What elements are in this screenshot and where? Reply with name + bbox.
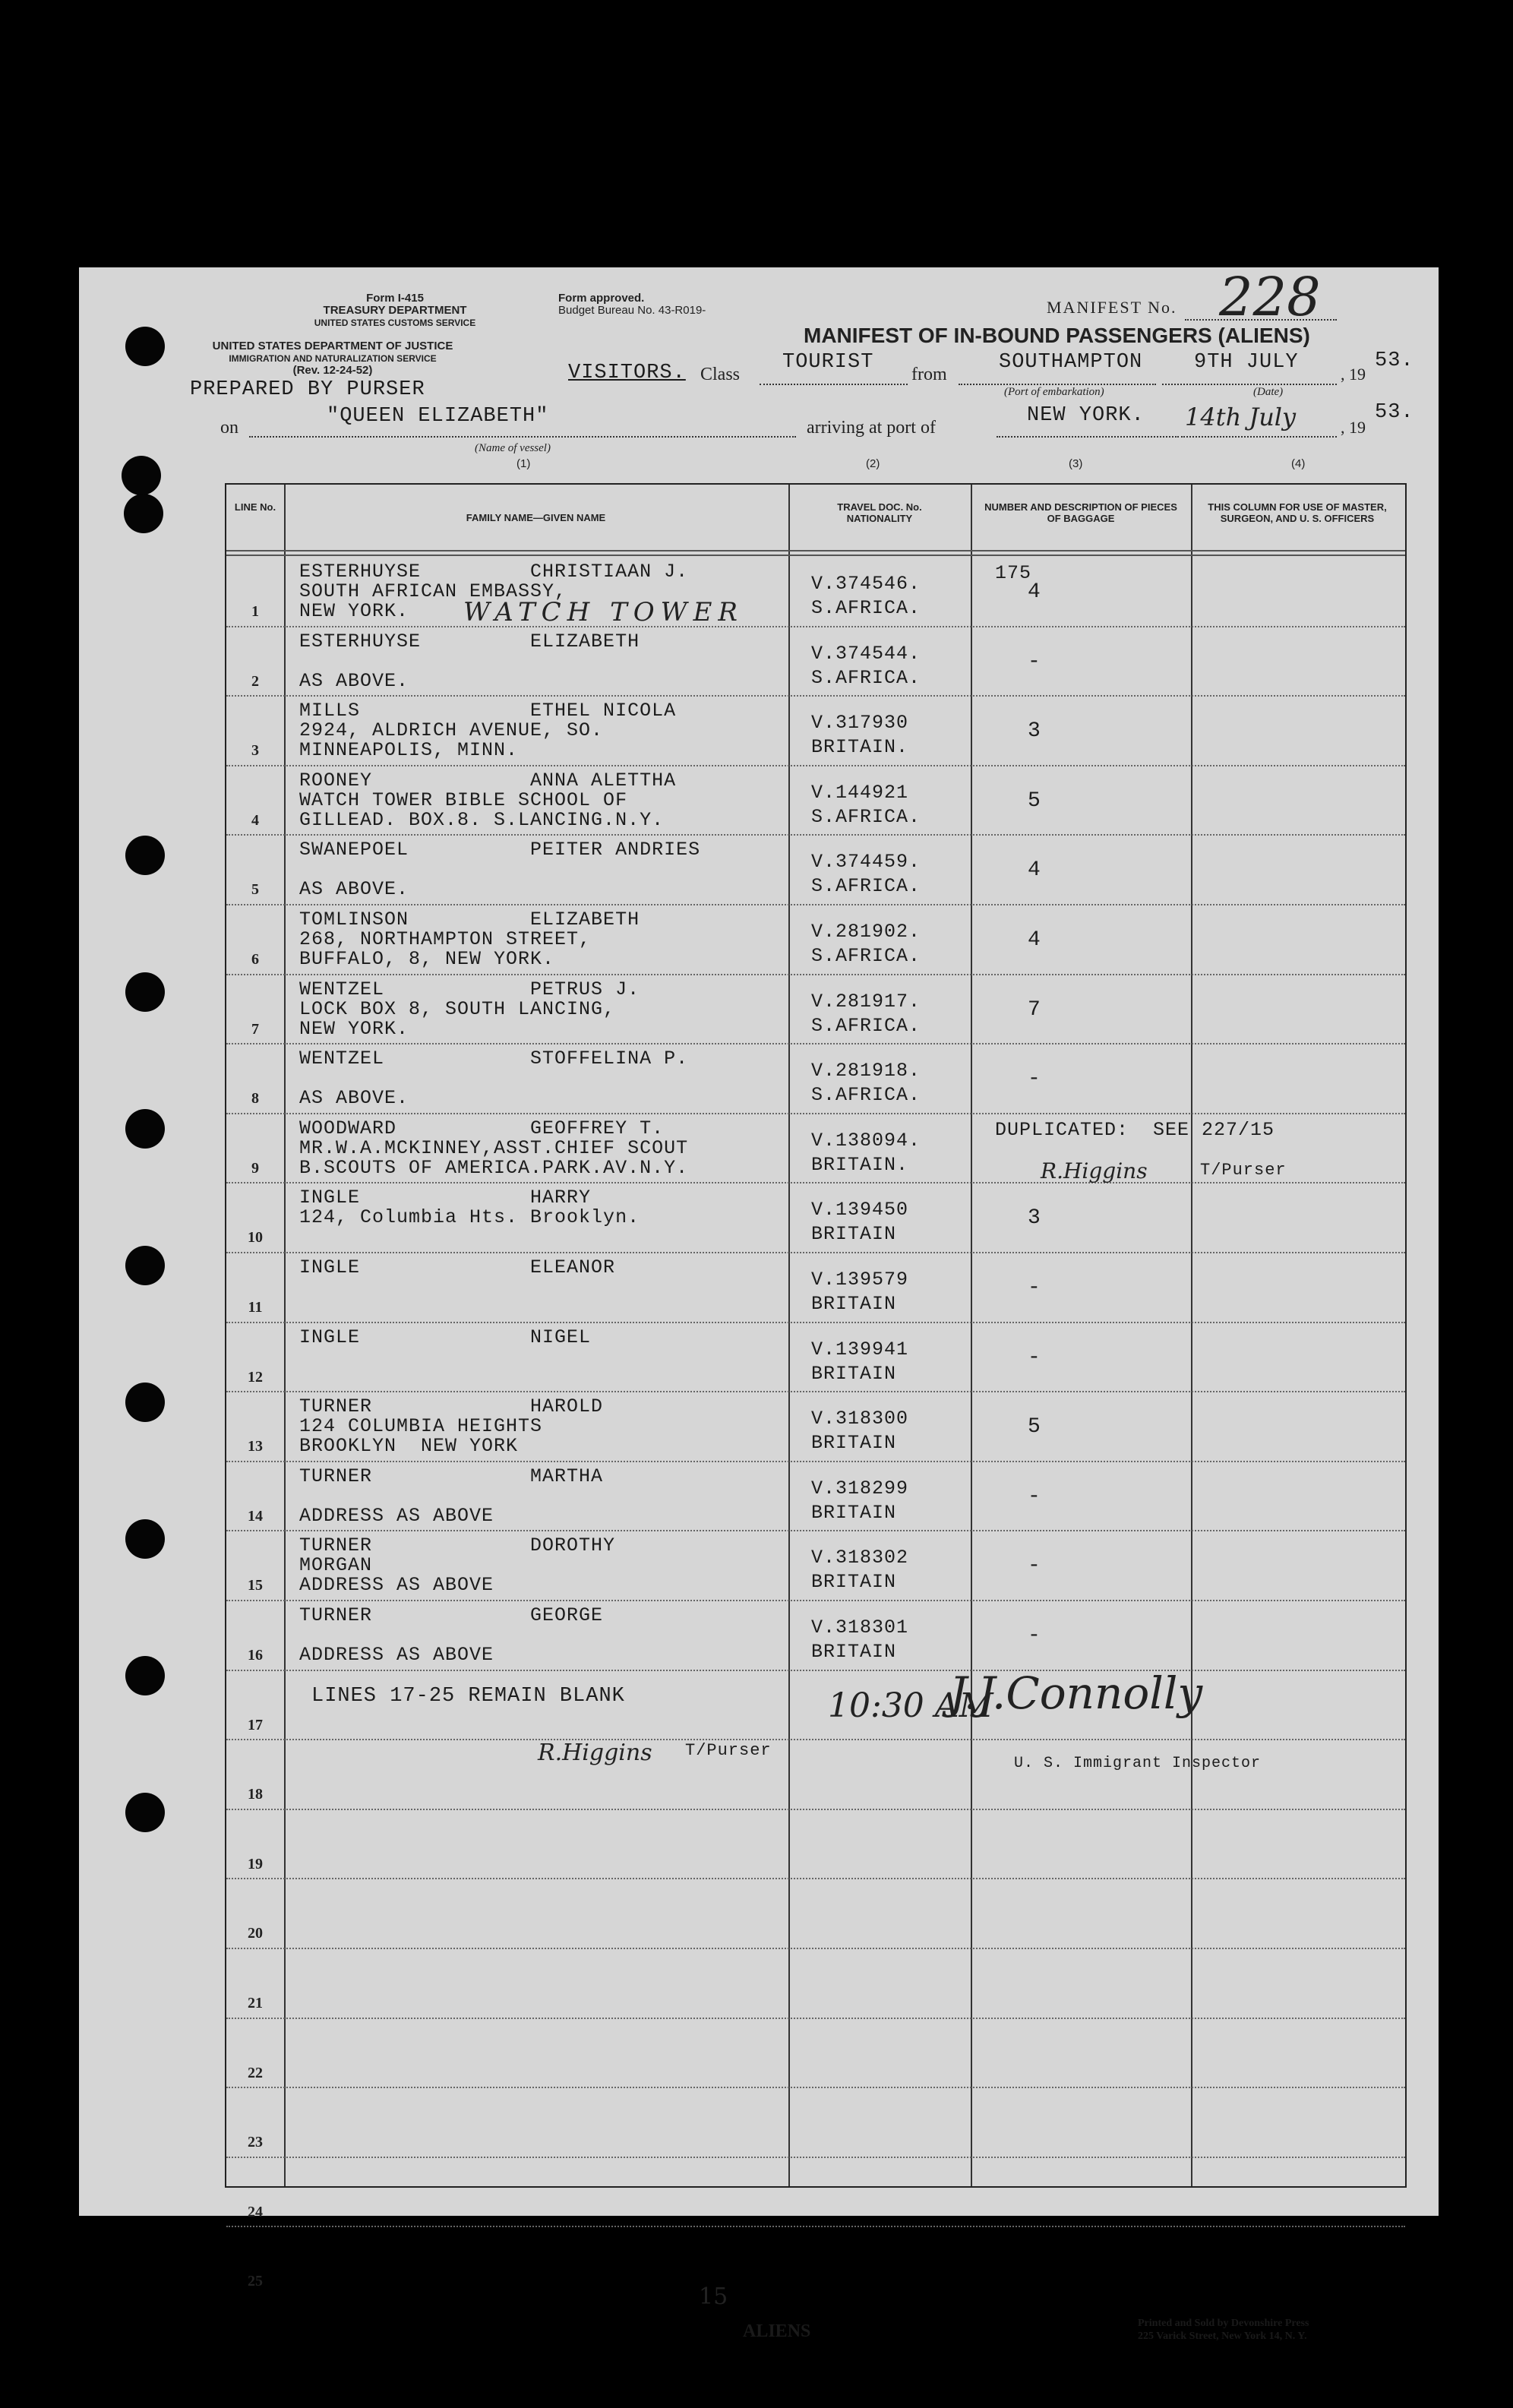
punch-hole: [125, 836, 165, 875]
arrival-date: 14th July: [1185, 403, 1297, 431]
travel-document: V.318302: [811, 1547, 909, 1569]
arrival-port-line: [997, 436, 1179, 438]
line-number: 9: [251, 1159, 259, 1177]
budget-bureau: Budget Bureau No. 43-R019-: [558, 304, 706, 317]
row-rule: [226, 695, 1405, 697]
nationality: BRITAIN: [811, 1432, 897, 1455]
baggage-count: -: [1028, 1276, 1041, 1300]
col-number-2: (2): [866, 457, 880, 470]
aliens-label: ALIENS: [743, 2321, 811, 2341]
passenger-address-line: AS ABOVE.: [299, 669, 409, 692]
form-number: Form I-415: [366, 292, 424, 305]
row-rule: [226, 2226, 1405, 2227]
manifest-number-label: MANIFEST No.: [1047, 298, 1177, 317]
passenger-name: INGLE HARRY: [299, 1187, 592, 1209]
row-rule: [226, 1182, 1405, 1183]
on-label: on: [220, 418, 238, 438]
baggage-count: 5: [1028, 788, 1041, 813]
nationality: S.AFRICA.: [811, 597, 921, 619]
arrival-year: 53.: [1375, 401, 1414, 424]
officer-note: DUPLICATED: SEE 227/15: [995, 1118, 1275, 1141]
header-baggage: NUMBER AND DESCRIPTION OF PIECES OF BAGGAGE: [984, 501, 1177, 524]
departure-date: 9TH JULY: [1194, 351, 1299, 374]
passenger-address-line: ADDRESS AS ABOVE: [299, 1504, 494, 1527]
punch-hole: [125, 1109, 165, 1149]
prepared-by: PREPARED BY PURSER: [190, 378, 425, 401]
baggage-count: -: [1028, 649, 1041, 674]
date-line: [1162, 384, 1337, 385]
row-rule: [226, 1322, 1405, 1323]
line-number: 19: [248, 1855, 263, 1872]
baggage-count: 4: [1028, 580, 1041, 604]
form-revision: (Rev. 12-24-52): [292, 364, 373, 377]
line-number: 24: [248, 2203, 263, 2220]
travel-document: V.281917.: [811, 990, 921, 1013]
nationality: BRITAIN: [811, 1362, 897, 1385]
passenger-address: MR.W.A.MCKINNEY,ASST.CHIEF SCOUT: [299, 1136, 689, 1159]
travel-document: V.374546.: [811, 573, 921, 595]
passenger-address-line: BROOKLYN NEW YORK: [299, 1435, 519, 1458]
passenger-name: WOODWARD GEOFFREY T.: [299, 1117, 665, 1139]
nationality: S.AFRICA.: [811, 1014, 921, 1037]
passenger-address-line: BUFFALO, 8, NEW YORK.: [299, 948, 555, 970]
row-rule: [226, 1878, 1405, 1879]
travel-document: V.318299: [811, 1477, 909, 1499]
line-number: 6: [251, 951, 259, 968]
manifest-title: MANIFEST OF IN-BOUND PASSENGERS (ALIENS): [804, 324, 1310, 347]
line-number: 21: [248, 1995, 263, 2011]
passenger-table: [225, 483, 1407, 2290]
line-number: 12: [248, 1368, 263, 1386]
line-number: 7: [251, 1020, 259, 1038]
passenger-name: INGLE ELEANOR: [299, 1256, 616, 1278]
punch-hole: [125, 1793, 165, 1832]
column-divider: [284, 485, 286, 2186]
row-rule: [226, 1461, 1405, 1462]
department-of-justice: UNITED STATES DEPARTMENT OF JUSTICE: [212, 340, 453, 352]
passenger-address: MORGAN: [299, 1554, 373, 1577]
baggage-count: 4: [1028, 858, 1041, 883]
nationality: S.AFRICA.: [811, 875, 921, 898]
travel-document: V.317930: [811, 712, 909, 735]
travel-document: V.138094.: [811, 1129, 921, 1152]
row-rule: [226, 974, 1405, 975]
inspector-title: U. S. Immigrant Inspector: [1014, 1755, 1262, 1772]
row-rule: [226, 1600, 1405, 1601]
treasury-department: TREASURY DEPARTMENT: [323, 304, 467, 317]
baggage-count: -: [1028, 1345, 1041, 1370]
port-line: [959, 384, 1156, 385]
row-rule: [226, 2087, 1405, 2088]
travel-document: V.281918.: [811, 1060, 921, 1082]
port-caption: (Port of embarkation): [1004, 386, 1104, 398]
class-value: TOURIST: [782, 351, 874, 374]
line-number: 5: [251, 881, 259, 899]
form-approved: Form approved.: [558, 292, 645, 305]
passenger-address-line: AS ABOVE.: [299, 1087, 409, 1110]
passenger-address: 2924, ALDRICH AVENUE, SO.: [299, 719, 604, 742]
baggage-count: 5: [1028, 1415, 1041, 1439]
row-rule: [226, 1043, 1405, 1044]
class-line: [760, 384, 908, 385]
row-rule: [226, 1809, 1405, 1810]
visitors-label: VISITORS.: [568, 362, 686, 384]
row-rule: [226, 904, 1405, 905]
passenger-name: TURNER MARTHA: [299, 1465, 604, 1487]
passenger-name: ROONEY ANNA ALETTHA: [299, 769, 677, 792]
nationality: BRITAIN.: [811, 1153, 909, 1176]
travel-document: V.318300: [811, 1408, 909, 1430]
row-rule: [226, 2157, 1405, 2158]
nationality: BRITAIN: [811, 1293, 897, 1315]
baggage-count: -: [1028, 1067, 1041, 1092]
line-number: 1: [251, 603, 259, 620]
row-rule: [226, 765, 1405, 766]
row-rule: [226, 1739, 1405, 1740]
nationality: S.AFRICA.: [811, 805, 921, 828]
column-divider: [1191, 485, 1192, 2186]
passenger-name: TOMLINSON ELIZABETH: [299, 909, 640, 931]
purser-signature: R.Higgins: [538, 1740, 652, 1766]
passenger-name: ESTERHUYSE CHRISTIAAN J.: [299, 561, 689, 583]
baggage-count: 3: [1028, 1206, 1041, 1231]
class-label: Class: [700, 365, 741, 384]
col-number-3: (3): [1069, 457, 1083, 470]
line-number: 17: [248, 1716, 263, 1733]
line-number: 13: [248, 1438, 263, 1455]
travel-document: V.374459.: [811, 851, 921, 874]
line-number: 11: [248, 1299, 263, 1316]
nationality: S.AFRICA.: [811, 666, 921, 689]
row-rule: [226, 626, 1405, 627]
line-number: 10: [248, 1229, 263, 1247]
manifest-number: 228: [1219, 266, 1321, 328]
justice-header: [173, 340, 492, 377]
line-number: 2: [251, 672, 259, 690]
header-rule: [226, 550, 1405, 551]
row-rule: [226, 834, 1405, 836]
year-prefix: , 19: [1341, 365, 1366, 384]
punch-hole: [125, 1656, 165, 1695]
line-number: 15: [248, 1577, 263, 1594]
passenger-address: SOUTH AFRICAN EMBASSY,: [299, 580, 567, 602]
from-label: from: [911, 365, 947, 384]
form-approval: [558, 292, 779, 317]
header-travel-doc: TRAVEL DOC. No. NATIONALITY: [837, 501, 922, 524]
vessel-line: [249, 436, 796, 438]
header-line-no: LINE No.: [234, 501, 276, 513]
passenger-address-line: AS ABOVE.: [299, 878, 409, 901]
row-rule: [226, 1948, 1405, 1949]
line-number: 23: [248, 2134, 263, 2151]
page-number: 15: [699, 2283, 728, 2310]
passenger-address-line: ADDRESS AS ABOVE: [299, 1644, 494, 1666]
nationality: S.AFRICA.: [811, 945, 921, 967]
passenger-address-line: GILLEAD. BOX.8. S.LANCING.N.Y.: [299, 808, 665, 831]
purser-signature-duplicate: R.Higgins: [1041, 1158, 1148, 1183]
passenger-name: TURNER HAROLD: [299, 1395, 604, 1418]
port-of-embarkation: SOUTHAMPTON: [999, 351, 1143, 374]
passenger-address: WATCH TOWER BIBLE SCHOOL OF: [299, 788, 628, 811]
passenger-address-line: ADDRESS AS ABOVE: [299, 1574, 494, 1597]
baggage-count: 7: [1028, 997, 1041, 1022]
ins-service: IMMIGRATION AND NATURALIZATION SERVICE: [229, 353, 437, 364]
passenger-address-line: NEW YORK.: [299, 600, 409, 622]
passenger-name: SWANEPOEL PEITER ANDRIES: [299, 839, 701, 861]
departure-year: 53.: [1375, 349, 1414, 372]
passenger-name: INGLE NIGEL: [299, 1326, 592, 1348]
line-number: 3: [251, 742, 259, 760]
row-rule: [226, 1530, 1405, 1531]
nationality: BRITAIN: [811, 1641, 897, 1663]
passenger-address-line: B.SCOUTS OF AMERICA.PARK.AV.N.Y.: [299, 1156, 689, 1179]
travel-document: V.144921: [811, 781, 909, 804]
passenger-address: 268, NORTHAMPTON STREET,: [299, 928, 592, 950]
passenger-name: TURNER DOROTHY: [299, 1534, 616, 1557]
nationality: BRITAIN: [811, 1223, 897, 1246]
col-number-4: (4): [1291, 457, 1306, 470]
passenger-address: LOCK BOX 8, SOUTH LANCING,: [299, 997, 616, 1020]
line-number: 18: [248, 1786, 263, 1803]
line-number: 16: [248, 1647, 263, 1664]
officer-note: 175: [995, 562, 1032, 584]
manifest-number-line: [1185, 319, 1337, 321]
header-name: FAMILY NAME—GIVEN NAME: [466, 512, 606, 523]
nationality: S.AFRICA.: [811, 1084, 921, 1107]
passenger-name: TURNER GEORGE: [299, 1604, 604, 1626]
travel-document: V.281902.: [811, 921, 921, 943]
punch-hole: [125, 1519, 165, 1559]
passenger-address: 124, Columbia Hts. Brooklyn.: [299, 1206, 640, 1229]
row-rule: [226, 2018, 1405, 2019]
passenger-name: WENTZEL STOFFELINA P.: [299, 1048, 689, 1070]
arrival-year-prefix: , 19: [1341, 418, 1366, 437]
punch-hole: [125, 1246, 165, 1285]
travel-document: V.139941: [811, 1338, 909, 1360]
travel-document: V.318301: [811, 1616, 909, 1639]
passenger-name: MILLS ETHEL NICOLA: [299, 700, 677, 722]
arriving-label: arriving at port of: [807, 418, 936, 438]
nationality: BRITAIN: [811, 1571, 897, 1594]
nationality: BRITAIN: [811, 1501, 897, 1524]
arrival-date-line: [1181, 436, 1337, 438]
punch-hole: [125, 972, 165, 1012]
travel-document: V.139579: [811, 1269, 909, 1291]
nationality: BRITAIN.: [811, 736, 909, 759]
travel-document: V.374544.: [811, 642, 921, 665]
line-number: 8: [251, 1090, 259, 1108]
blank-lines-note: LINES 17-25 REMAIN BLANK: [311, 1685, 625, 1708]
punch-hole: [125, 1383, 165, 1422]
arrival-port: NEW YORK.: [1027, 404, 1145, 427]
row-rule: [226, 1113, 1405, 1114]
line-number: 25: [248, 2273, 263, 2290]
inspector-signature: J.J.Connolly: [949, 1667, 1203, 1719]
passenger-name: WENTZEL PETRUS J.: [299, 978, 640, 1000]
passenger-address: 124 COLUMBIA HEIGHTS: [299, 1415, 543, 1438]
baggage-count: -: [1028, 1484, 1041, 1509]
punch-hole: [122, 456, 161, 495]
line-number: 20: [248, 1925, 263, 1942]
date-caption: (Date): [1253, 386, 1284, 398]
column-divider: [971, 485, 972, 2186]
arrival-time: 10:30 AM: [828, 1686, 993, 1725]
purser-title-duplicate: T/Purser: [1200, 1161, 1287, 1180]
punch-hole: [124, 494, 163, 533]
col-number-1: (1): [516, 457, 531, 470]
header-rule: [226, 555, 1405, 556]
watch-tower-annotation: WATCH TOWER: [463, 597, 744, 627]
passenger-name: ESTERHUYSE ELIZABETH: [299, 630, 640, 653]
printer-line-2: 225 Varick Street, New York 14, N. Y.: [1138, 2331, 1307, 2342]
printer-line-1: Printed and Sold by Devonshire Press: [1138, 2318, 1309, 2329]
row-rule: [226, 1670, 1405, 1671]
passenger-address-line: MINNEAPOLIS, MINN.: [299, 739, 519, 762]
baggage-count: -: [1028, 1624, 1041, 1648]
column-divider: [788, 485, 790, 2186]
punch-hole: [125, 327, 165, 366]
header-officers: THIS COLUMN FOR USE OF MASTER, SURGEON, AND U. S. OFFICERS: [1208, 501, 1387, 524]
passenger-address-line: NEW YORK.: [299, 1017, 409, 1040]
vessel-name: "QUEEN ELIZABETH": [327, 405, 549, 428]
line-number: 4: [251, 811, 259, 829]
line-number: 14: [248, 1507, 263, 1525]
baggage-count: 4: [1028, 928, 1041, 952]
form-header-left: [273, 292, 516, 329]
baggage-count: -: [1028, 1554, 1041, 1578]
baggage-count: 3: [1028, 719, 1041, 744]
line-number: 22: [248, 2064, 263, 2081]
customs-service: UNITED STATES CUSTOMS SERVICE: [314, 318, 476, 328]
travel-document: V.139450: [811, 1199, 909, 1221]
purser-title: T/Purser: [685, 1741, 772, 1760]
row-rule: [226, 1391, 1405, 1392]
vessel-caption: (Name of vessel): [475, 442, 551, 454]
row-rule: [226, 1252, 1405, 1253]
printer-notice: [1138, 2317, 1309, 2343]
